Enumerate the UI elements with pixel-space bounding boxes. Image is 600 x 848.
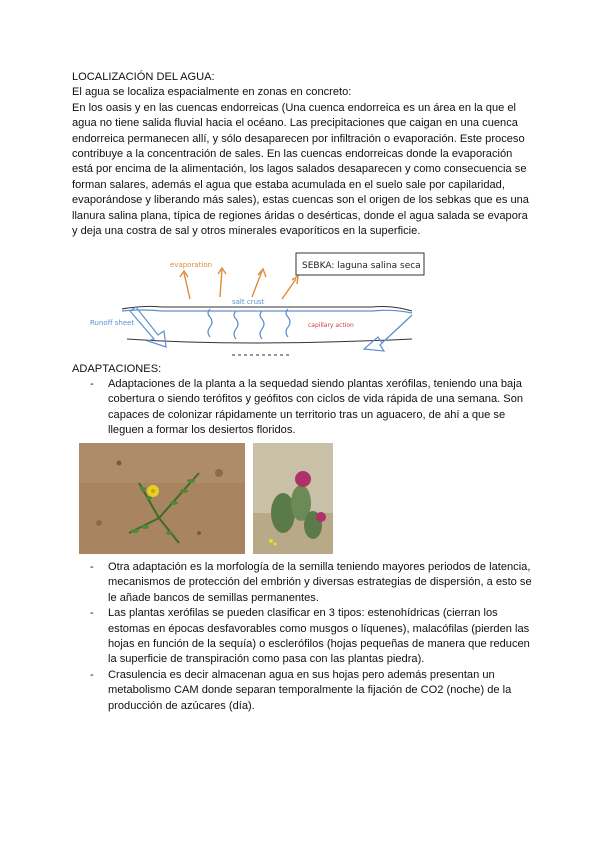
salt-crust-label: salt crust	[232, 298, 265, 306]
photo-cactus-svg	[253, 443, 333, 554]
bullet-text: Otra adaptación es la morfología de la semilla teniendo mayores periodos de latencia, mecanismos de protección del embrión y diversas estrategias de dispersión, a esto se le añade bancos de semillas permanentes.	[108, 561, 532, 604]
salt-crust-line	[122, 310, 412, 313]
bullet-text: Crasulencia es decir almacenan agua en sus hojas pero además presentan un metabolismo CAM donde separan temporalmente la fijación de CO2 (noche) de la producción de azúcares (día).	[108, 668, 512, 712]
paragraph-cuencas: En los oasis y en las cuencas endorreicas (Una cuenca endorreica es un área en la que el agua no tiene salida fluvial hacia el océano. Las precipitaciones que caigan en una cuenca endorreica permanecen allí, y sólo desaparecen por infiltración o evaporación. Este proceso contribuye a la concentración de sales. En las cuencas endorreicas donde la evaporación está por encima de la alimentación, los lagos salados desaparecen y como consecuencia se forman salares, además el agua que estaba acumulada en el suelo sale por capilaridad, evaporándose y liberando más sales), estas cuencas son el origen de los sebkas que es una llanura salina plana, típica de regiones áridas o desérticas, donde el agua salada se evapora y deja una costra de sal y otros minerales evaporíticos en la superficie.	[72, 101, 529, 238]
basin-top-line	[122, 306, 412, 311]
list-item	[72, 606, 532, 668]
capillary-arrows	[208, 309, 290, 339]
basin-bottom-line	[127, 339, 412, 343]
section-title-adaptaciones: ADAPTACIONES:	[72, 363, 162, 375]
intro-line: El agua se localiza espacialmente en zonas en concreto:	[72, 86, 352, 99]
sebka-diagram	[82, 247, 442, 362]
list-item	[72, 668, 532, 714]
bullet-list-bottom	[72, 560, 532, 714]
bullet-text: Las plantas xerófilas se pueden clasificar en 3 tipos: estenohídricas (cierran los estomas en épocas desfavorables como musgos o líquenes), malacófilas (pierden las hojas en función de la sequía) o esclerófilos (hojas pequeñas de manera que reducen la superficie de transpiración como pasa con las plantas piedra).	[108, 607, 530, 666]
sebka-diagram-svg	[82, 247, 442, 362]
list-item	[72, 377, 532, 439]
section-title-localizacion: LOCALIZACIÓN DEL AGUA:	[72, 71, 215, 83]
bullet-marker: -	[90, 561, 94, 573]
photo-xerophyte-plant-svg	[79, 443, 245, 554]
inflow-arrow-right	[364, 315, 412, 351]
list-item	[72, 560, 532, 606]
bullet-list-top	[72, 377, 532, 439]
bullet-marker: -	[90, 378, 94, 390]
bullet-marker: -	[90, 668, 94, 681]
evaporation-arrows	[180, 268, 298, 299]
sebka-label: SEBKA: laguna salina seca	[302, 261, 421, 271]
seepage-label: capillary action	[308, 322, 354, 329]
photo-cactus	[253, 443, 333, 554]
bullet-text: Adaptaciones de la planta a la sequedad siendo plantas xerófilas, teniendo una baja cobertura o siendo terófitos y geófitos con ciclos de vida rápida de una semana. Son capaces de colonizar rápidamente un territorio tras un aguacero, de ahí a que se lleguen a formar los desiertos floridos.	[108, 378, 524, 437]
bullet-marker: -	[90, 607, 94, 620]
section-localizacion	[72, 70, 532, 239]
runoff-label: Runoff sheet	[90, 319, 135, 327]
evaporation-label: evaporation	[170, 261, 213, 269]
photo-xerophyte-plant	[79, 443, 245, 554]
